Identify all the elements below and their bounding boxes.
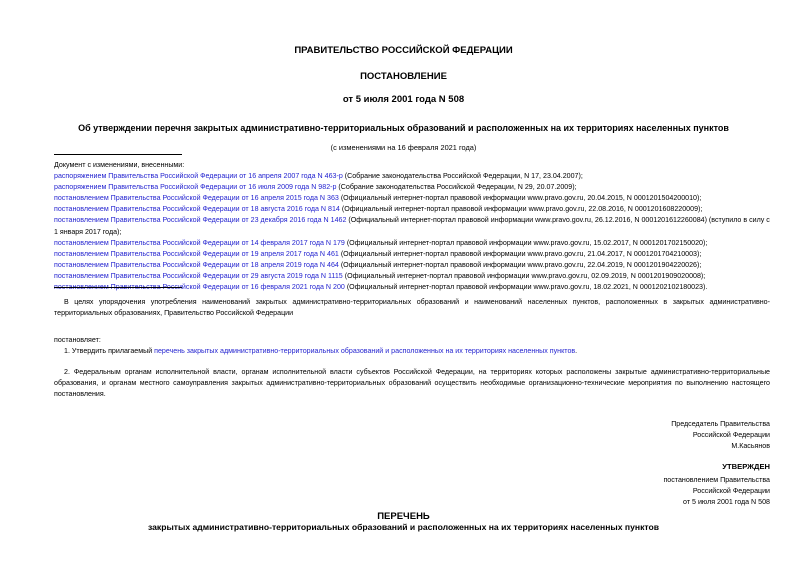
change-item: [54, 204, 772, 215]
intro-paragraph: В целях упорядочения употребления наименований закрытых административно-территориальных образований и наименований населенных пунктов, расположенных в закрытых административно-территориальных образованиях, Правительство Российской Федерации: [54, 298, 770, 318]
change-item: [54, 271, 772, 282]
change-link[interactable]: постановлением Правительства Российской Федерации от 18 апреля 2019 года N 464: [54, 260, 339, 269]
change-details: (Официальный интернет-портал правовой информации www.pravo.gov.ru, 20.04.2015, N 0001201504200010);: [338, 194, 702, 203]
divider-top: [54, 154, 182, 155]
resolves-text: постановляет:: [54, 336, 101, 344]
change-item: [54, 182, 772, 193]
change-details: (Собрание законодательства Российской Федерации, N 17, 23.04.2007);: [342, 172, 583, 181]
paragraph-1-end: .: [575, 347, 578, 355]
change-link[interactable]: постановлением Правительства Российской Федерации от 16 апреля 2015 года N 363: [54, 194, 339, 203]
signature-position: Председатель Правительства: [671, 420, 770, 428]
changes-intro: Документ с изменениями, внесенными:: [54, 161, 185, 169]
change-details: (Собрание законодательства Российской Федерации, N 29, 20.07.2009);: [336, 183, 577, 192]
paragraph-1-start: 1. Утвердить прилагаемый: [64, 347, 155, 355]
approval-line-3: от 5 июля 2001 года N 508: [683, 498, 770, 507]
change-link[interactable]: постановлением Правительства Российской Федерации от 16 февраля 2021 года N 200: [54, 283, 345, 292]
change-link[interactable]: постановлением Правительства Российской Федерации от 14 февраля 2017 года N 179: [54, 238, 345, 247]
document-date-number: от 5 июля 2001 года N 508: [342, 94, 465, 105]
change-link[interactable]: постановлением Правительства Российской Федерации от 19 апреля 2017 года N 461: [54, 249, 339, 258]
revision-note: (с изменениями на 16 февраля 2021 года): [330, 143, 477, 152]
list-subtitle: закрытых административно-территориальных образований и расположенных на их территориях населенных пунктов: [147, 522, 660, 532]
signature-block: [671, 419, 770, 452]
change-details: (Официальный интернет-портал правовой информации www.pravo.gov.ru, 26.12.2016, N 0001201612260084) (вступило в силу с 1 января 2017 года);: [54, 216, 770, 236]
change-item: [54, 238, 772, 249]
document-type: ПОСТАНОВЛЕНИЕ: [360, 71, 447, 82]
change-item: [54, 171, 772, 182]
approval-line-1: постановлением Правительства: [663, 476, 770, 485]
paragraph-1: [54, 346, 770, 357]
change-details: (Официальный интернет-портал правовой информации www.pravo.gov.ru, 18.02.2021, N 0001202102180023).: [344, 283, 708, 292]
change-link[interactable]: распоряжением Правительства Российской Федерации от 16 июля 2009 года N 982-р: [54, 183, 337, 192]
approval-line-2: Российской Федерации: [692, 487, 770, 496]
change-details: (Официальный интернет-портал правовой информации www.pravo.gov.ru, 21.04.2017, N 0001201704210003);: [338, 249, 702, 258]
changes-block: [54, 160, 772, 293]
change-details: (Официальный интернет-портал правовой информации www.pravo.gov.ru, 15.02.2017, N 0001201702150020);: [344, 238, 708, 247]
change-item: [54, 260, 772, 271]
government-name: ПРАВИТЕЛЬСТВО РОССИЙСКОЙ ФЕДЕРАЦИИ: [294, 45, 513, 56]
change-item: [54, 193, 772, 204]
change-link[interactable]: постановлением Правительства Российской Федерации от 29 августа 2019 года N 1115: [54, 271, 343, 280]
change-link[interactable]: распоряжением Правительства Российской Федерации от 16 апреля 2007 года N 463-р: [54, 172, 343, 181]
signature-name: М.Касьянов: [731, 442, 770, 451]
divider-bottom: [54, 287, 182, 288]
document-title: Об утверждении перечня закрытых административно-территориальных образований и расположенных на их территориях населенных пунктов: [78, 123, 729, 133]
change-details: (Официальный интернет-портал правовой информации www.pravo.gov.ru, 22.04.2019, N 0001201904220026);: [338, 260, 702, 269]
change-link[interactable]: постановлением Правительства Российской Федерации от 18 августа 2016 года N 814: [54, 205, 340, 214]
change-item: [54, 215, 772, 237]
change-link[interactable]: постановлением Правительства Российской Федерации от 23 декабря 2016 года N 1462: [54, 216, 347, 225]
signature-org: Российской Федерации: [692, 431, 770, 440]
change-details: (Официальный интернет-портал правовой информации www.pravo.gov.ru, 22.08.2016, N 0001201608220009);: [339, 205, 703, 214]
list-link[interactable]: перечень закрытых административно-территориальных образований и расположенных на их территориях населенных пунктов: [154, 347, 576, 355]
paragraph-2: 2. Федеральным органам исполнительной власти, органам исполнительной власти субъектов Российской Федерации, на территориях которых расположены закрытые административно-территориальные образования, и органам местного самоуправления закрытых административно-территориальных образований осуществить необходимые организационно-технические мероприятия по выполнению настоящего постановления.: [54, 368, 770, 399]
approval-block: [663, 461, 770, 508]
approval-title: УТВЕРЖДЕН: [722, 462, 770, 471]
change-details: (Официальный интернет-портал правовой информации www.pravo.gov.ru, 02.09.2019, N 0001201909020008);: [342, 271, 706, 280]
list-title: ПЕРЕЧЕНЬ: [377, 511, 430, 522]
change-item: [54, 249, 772, 260]
